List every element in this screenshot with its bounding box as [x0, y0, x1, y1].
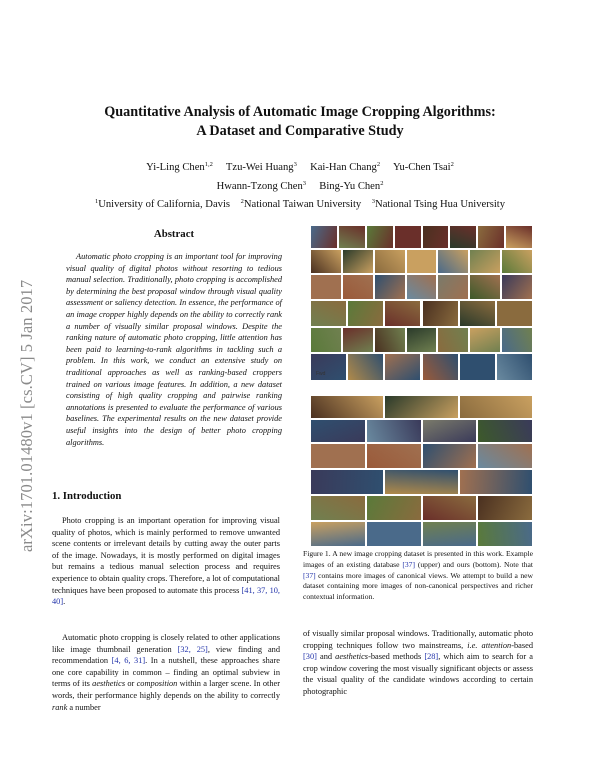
author-affiliation: 2	[376, 161, 381, 168]
figure-thumbnail	[502, 328, 532, 352]
figure-thumbnail	[470, 328, 500, 352]
figure-thumbnail	[343, 250, 373, 273]
authors-line-2	[0, 176, 600, 195]
intro-paragraph-1	[52, 515, 280, 608]
affiliation-name: National Taiwan University	[243, 199, 362, 210]
figure-thumbnail	[367, 420, 421, 442]
figure-thumbnail	[460, 354, 495, 380]
figure-thumbnail	[423, 420, 477, 442]
right-column-paragraph	[303, 628, 533, 698]
figure-thumbnail	[395, 226, 421, 248]
figure-thumbnail	[311, 250, 341, 273]
figure-thumbnail	[385, 396, 457, 418]
text-run: within a larger scene. In other words, their performance highly depends on the ability to correctly	[52, 679, 280, 700]
emphasis: aesthetics	[335, 652, 369, 662]
title-line-2: A Dataset and Comparative Study	[196, 123, 404, 139]
figure-thumbnail	[460, 301, 495, 326]
figure-thumbnail	[385, 301, 420, 326]
paper-title	[0, 103, 600, 141]
author-block	[0, 157, 600, 213]
abstract-body: Automatic photo cropping is an important tool for improving visual quality of digital photos without resorting to tedious manual selection. Traditionally, photo cropping is accomplished by determining the best proposal window through visual quality assessment or saliency detection. In essence, the performance of an image cropper highly depends on the ability to correctly rank a number of visually similar proposal windows. Despite the ranking nature of automatic photo cropping, little attention has been paid to learning-to-rank algorithms in tackling such a problem. In this work, we conduct an extensive study on traditional approaches as well as ranking-based croppers trained on various image features. In addition, a new dataset consisting of high quality cropping and pairwise ranking annotations is presented to evaluate the performance of various baselines. The experimental results on the new dataset provide useful insights into the design of better photo cropping algorithms.	[66, 252, 282, 447]
citation-link[interactable]: [41, 37, 10, 40]	[52, 585, 280, 607]
citation-link[interactable]: [37]	[402, 559, 415, 569]
emphasis: i.e. attention	[467, 640, 512, 650]
author-name: Tzu-Wei Huang	[225, 162, 294, 173]
figure-thumbnail	[506, 226, 532, 248]
figure-thumbnail	[385, 470, 457, 494]
figure-thumbnail	[423, 522, 477, 546]
figure-thumbnail	[502, 275, 532, 299]
figure-thumbnail	[497, 301, 532, 326]
figure-thumbnail	[470, 275, 500, 299]
author-affiliation: 2	[380, 179, 384, 187]
figure-thumbnail	[311, 444, 365, 468]
text-run: of visually similar proposal windows. Traditionally, automatic photo cropping techniques follow two mainstreams,	[303, 629, 533, 650]
figure-thumbnail	[348, 301, 383, 326]
figure-thumbnail	[478, 226, 504, 248]
figure-thumbnail	[311, 328, 341, 352]
affiliation-name: National Tsing Hua University	[375, 199, 506, 210]
figure-thumbnail	[311, 470, 383, 494]
text-run: or	[125, 679, 137, 689]
figure-thumbnail	[478, 496, 532, 520]
citation-link[interactable]: [37]	[303, 570, 316, 580]
author-name: Bing-Yu Chen	[319, 180, 381, 192]
affiliation-number: 1	[94, 198, 99, 205]
figure-thumbnail	[450, 226, 476, 248]
author-name: Kai-Han Chang	[310, 162, 377, 173]
figure-thumbnail	[343, 328, 373, 352]
introduction-heading: 1. Introduction	[52, 490, 122, 502]
text-run: -based	[511, 640, 533, 650]
emphasis: composition	[136, 679, 178, 689]
figure-thumbnail	[407, 250, 437, 273]
figure-thumbnail	[375, 275, 405, 299]
author-name: Hwann-Tzong Chen	[216, 180, 303, 192]
figure-1-lower-grid	[311, 396, 532, 544]
author-affiliation: 3	[293, 161, 297, 168]
figure-thumbnail	[423, 354, 458, 380]
figure-thumbnail	[311, 275, 341, 299]
figure-thumbnail	[339, 226, 365, 248]
text-run: Automatic photo cropping is closely related to other applications like image thumbnail generation	[52, 633, 280, 654]
authors-line-1	[0, 157, 600, 176]
figure-thumbnail	[407, 328, 437, 352]
figure-thumbnail	[367, 226, 393, 248]
figure-1-caption	[303, 549, 533, 603]
text-run: , view finding and recommendation	[52, 644, 281, 666]
figure-thumbnail	[423, 301, 458, 326]
affiliation-number: 3	[371, 198, 376, 205]
figure-thumbnail	[423, 496, 477, 520]
figure-thumbnail	[478, 522, 532, 546]
title-line-1: Quantitative Analysis of Automatic Image Cropping Algorithms:	[104, 104, 496, 120]
figure-1-upper-grid	[311, 226, 532, 381]
figure-thumbnail	[311, 522, 365, 546]
author-name: Yi-Ling Chen	[146, 162, 205, 173]
figure-thumbnail	[478, 420, 532, 442]
affiliation-name: University of California, Davis	[98, 199, 231, 210]
text-run: a number	[67, 702, 101, 712]
author-affiliation: 1,2	[204, 161, 213, 168]
figure-thumbnail	[311, 301, 346, 326]
text-run: Figure 1. A new image cropping dataset is presented in this work. Example images of an existing database	[303, 549, 533, 569]
figure-thumbnail	[375, 328, 405, 352]
text-run: . In a nutshell, these approaches share one core capability in common – finding an optimal subview in terms of its	[52, 656, 280, 689]
text-run: and	[316, 652, 336, 662]
text-run: Photo cropping is an important operation for improving visual quality of photos, which is mainly performed to remove unwanted scene contents or irrelevant details by cutting away the outer parts of the image. Nowadays, it is mostly performed on digital images but remains a tedious manual selection process and requires experience to obtain quality crops. Therefore, a lot of computational techniques have been proposed to automate this process	[52, 516, 280, 595]
text-run: .	[63, 597, 66, 607]
emphasis: aesthetics	[92, 679, 126, 689]
text-run: contains more images of canonical views. We attempt to build a new dataset containing more images of non-canonical perspectives and richer contextual information.	[303, 570, 533, 602]
figure-thumbnail	[438, 275, 468, 299]
text-run: -based methods	[368, 652, 425, 662]
figure-thumbnail	[423, 444, 477, 468]
figure-thumbnail	[502, 250, 532, 273]
figure-thumbnail	[460, 396, 532, 418]
figure-thumbnail	[438, 250, 468, 273]
author-affiliation: 3	[302, 179, 307, 187]
text-run: (upper) and ours (bottom). Note that	[415, 559, 533, 569]
citation-link[interactable]: [4, 6, 31]	[111, 656, 146, 666]
figure-thumbnail	[311, 496, 365, 520]
figure-thumbnail	[375, 250, 405, 273]
affiliation-number: 2	[240, 198, 244, 205]
figure-thumbnail	[423, 226, 449, 248]
emphasis: rank	[52, 702, 68, 712]
figure-thumbnail	[311, 226, 337, 248]
figure-thumbnail	[367, 522, 421, 546]
author-affiliation: 2	[450, 161, 454, 168]
figure-thumbnail	[407, 275, 437, 299]
text-run: , which aim to search for a crop window covering the most visually significant objects or assess the visual quality of the candidate windows according to certain photographic	[303, 652, 533, 696]
abstract-heading: Abstract	[153, 228, 195, 240]
figure-thumbnail	[470, 250, 500, 273]
citation-link[interactable]: [30]	[303, 652, 317, 662]
citation-link[interactable]: [32, 25]	[177, 644, 208, 654]
figure-thumbnail	[438, 328, 468, 352]
figure-thumbnail	[497, 354, 532, 380]
figure-thumbnail	[478, 444, 532, 468]
figure-thumbnail	[460, 470, 532, 494]
author-name: Yu-Chen Tsai	[392, 162, 451, 173]
figure-thumbnail	[367, 496, 421, 520]
figure-thumbnail	[367, 444, 421, 468]
figure-thumbnail	[385, 354, 420, 380]
figure-thumbnail	[311, 420, 365, 442]
figure-thumbnail	[348, 354, 383, 380]
figure-thumbnail	[343, 275, 373, 299]
affiliations-line	[0, 194, 600, 213]
figure-thumbnail	[311, 396, 383, 418]
figure-small-label: Fwd	[316, 371, 326, 377]
intro-paragraph-2	[52, 632, 280, 713]
citation-link[interactable]: [28]	[424, 652, 439, 662]
arxiv-identifier: arXiv:1701.01480v1 [cs.CV] 5 Jan 2017	[17, 279, 36, 552]
